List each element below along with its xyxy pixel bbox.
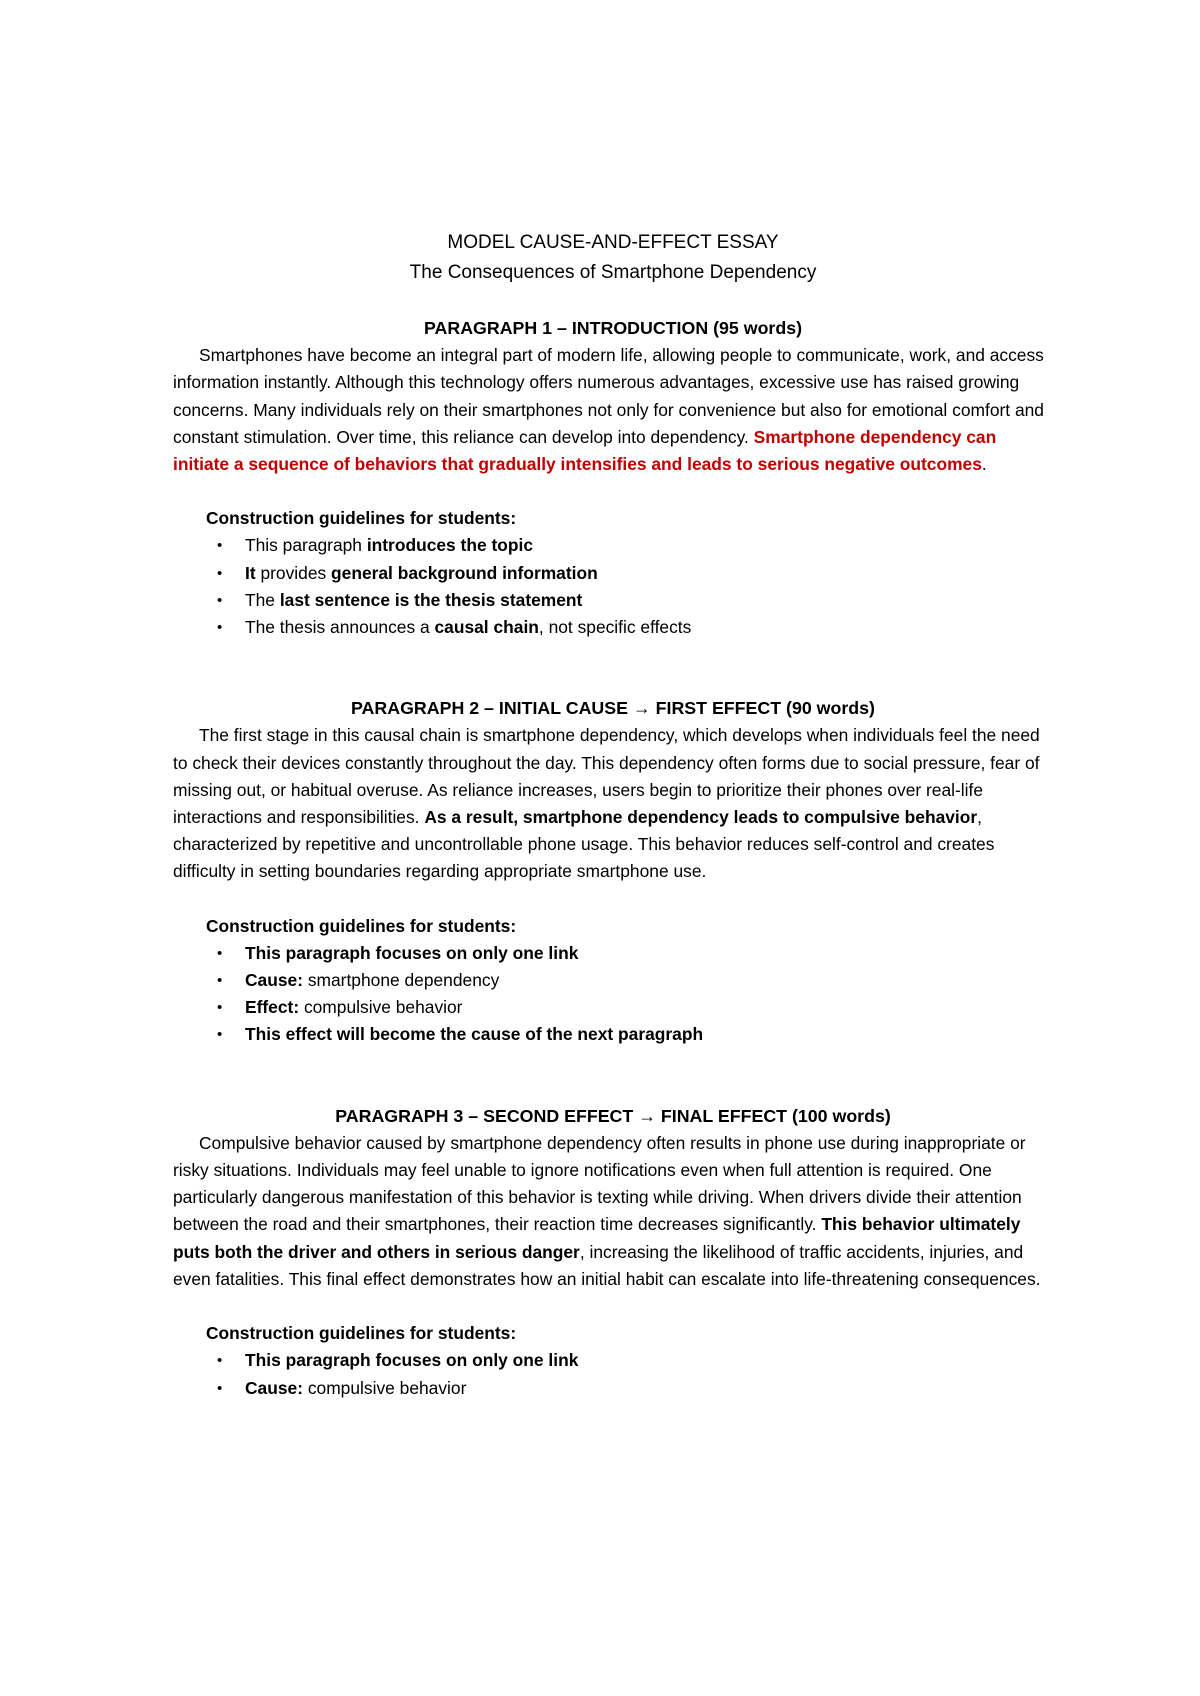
guide-bold: This paragraph focuses on only one link [245,942,579,963]
guide-bold: last sentence is the thesis statement [279,589,583,610]
list-item [173,940,1053,967]
list-item [173,967,1053,994]
guide-bold: introduces the topic [366,535,534,556]
guide-bold: It [245,562,256,583]
p3-guide-list [173,1347,1053,1401]
guide-bold: causal chain [434,617,539,638]
bullet-icon: • [217,1379,223,1397]
p1-heading: PARAGRAPH 1 – INTRODUCTION (95 words) [423,318,803,338]
list-item [173,994,1053,1021]
guide-bold: Cause: [245,970,303,991]
document-title: MODEL CAUSE-AND-EFFECT ESSAY [447,232,779,253]
guide-bold: general background information [331,562,598,583]
document-content [173,228,1053,1402]
guide-text: The thesis announces a [245,617,435,638]
bullet-icon: • [217,591,223,609]
bullet-icon: • [217,944,223,962]
p1-body [173,342,1053,478]
list-item [173,1347,1053,1374]
p3-body [173,1130,1053,1293]
bullet-icon: • [217,999,223,1017]
p3-rest: , increasing the likelihood of traffic accidents, injuries, and even fatalities. This final effect demonstrates how an initial habit can escalate into life-threatening consequences. [173,1241,1041,1289]
guide-text: The [245,589,280,610]
p1-text: Smartphones have become an integral part of modern life, allowing people to communicate, work, and access information instantly. Although this technology offers numerous advantages, excessive use has raised growing concerns. Many individuals rely on their smartphones not only for convenience but also for emotional comfort and constant stimulation. Over time, this reliance can develop into dependency. [173,345,1044,447]
guide-bold: This paragraph focuses on only one link [245,1350,579,1371]
p2-text: The first stage in this causal chain is smartphone dependency, which develops when individuals feel the need to check their devices constantly throughout the day. This dependency often forms due to social pressure, fear of missing out, or habitual overuse. As reliance increases, users begin to prioritize their phones over real-life interactions and responsibilities. [173,725,1040,828]
p2-heading: PARAGRAPH 2 – INITIAL CAUSE → FIRST EFFECT (90 words) [351,698,875,719]
bullet-icon: • [217,619,223,637]
p2-bold: As a result, smartphone dependency leads to compulsive behavior [424,807,978,828]
bullet-icon: • [217,564,223,582]
list-item [173,614,1053,641]
p2-guide-title: Construction guidelines for students: [206,915,517,936]
bullet-icon: • [217,537,223,555]
list-item [173,1375,1053,1402]
p2-body [173,722,1053,885]
list-item [173,1021,1053,1048]
guide-bold: This effect will become the cause of the next paragraph [245,1024,704,1045]
list-item [173,587,1053,614]
p1-guide-list [173,532,1053,641]
guide-text: provides [255,562,332,583]
p3-text: Compulsive behavior caused by smartphone dependency often results in phone use during inappropriate or risky situations. Individuals may feel unable to ignore notifications even when full attention is required. One particularly dangerous manifestation of this behavior is texting while driving. When drivers divide their attention between the road and their smartphones, their reaction time decreases significantly. [173,1132,1026,1235]
guide-text: smartphone dependency [303,970,500,991]
p3-heading: PARAGRAPH 3 – SECOND EFFECT → FINAL EFFECT (100 words) [335,1105,891,1126]
p1-guide-title: Construction guidelines for students: [206,508,517,529]
bullet-icon: • [217,972,223,990]
guide-bold: Cause: [245,1377,303,1398]
guide-text: compulsive behavior [303,1377,467,1398]
p3-bold: This behavior ultimately puts both the driver and others in serious danger [173,1214,1021,1262]
bullet-icon: • [217,1026,223,1044]
title-block [173,228,1053,288]
guide-bold: Effect: [245,997,300,1018]
guide-text: This paragraph [245,535,367,556]
p2-guide-list [173,940,1053,1049]
p2-rest: , characterized by repetitive and uncontrollable phone usage. This behavior reduces self-control and creates difficulty in setting boundaries regarding appropriate smartphone use. [173,807,995,882]
list-item [173,532,1053,559]
bullet-icon: • [217,1352,223,1370]
p1-thesis: Smartphone dependency can initiate a sequence of behaviors that gradually intensifies and leads to serious negative outcomes [173,426,997,475]
guide-text: compulsive behavior [299,997,463,1018]
list-item [173,560,1053,587]
p1-end: . [981,454,987,475]
document-subtitle: The Consequences of Smartphone Dependency [409,262,817,283]
p3-guide-title: Construction guidelines for students: [206,1323,517,1344]
guide-text: , not specific effects [538,617,692,638]
